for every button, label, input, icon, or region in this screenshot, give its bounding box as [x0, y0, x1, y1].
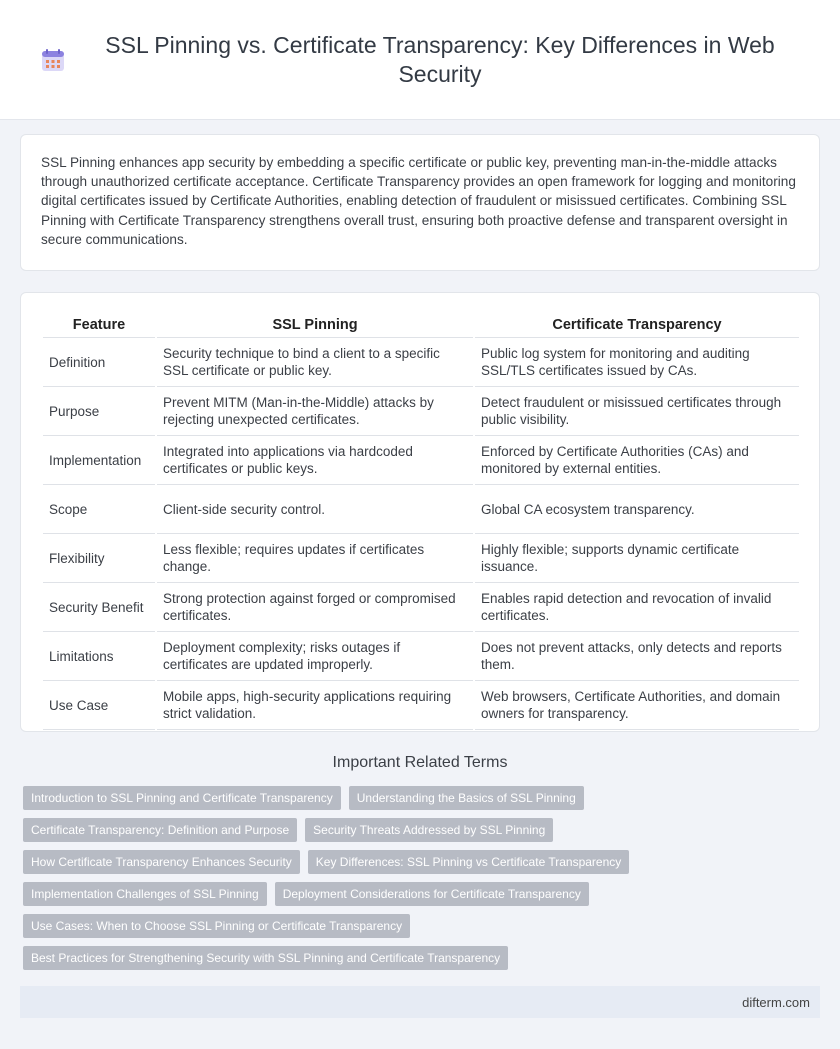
- feature-cell: Use Case: [43, 681, 155, 730]
- related-term-tag[interactable]: Best Practices for Strengthening Security with SSL Pinning and Certificate Transparency: [23, 946, 508, 970]
- related-term-tag[interactable]: Introduction to SSL Pinning and Certificate Transparency: [23, 786, 341, 810]
- related-term-tag[interactable]: Deployment Considerations for Certificate Transparency: [275, 882, 589, 906]
- header-inner: [40, 31, 800, 89]
- feature-cell: Limitations: [43, 632, 155, 681]
- feature-cell: Flexibility: [43, 534, 155, 583]
- page-footer: [20, 986, 820, 1018]
- ssl-cell: Less flexible; requires updates if certificates change.: [157, 534, 473, 583]
- table-row: [43, 338, 799, 387]
- related-term-tag[interactable]: How Certificate Transparency Enhances Security: [23, 850, 300, 874]
- table-row: [43, 485, 799, 534]
- table-row: [43, 534, 799, 583]
- ssl-cell: Mobile apps, high-security applications requiring strict validation.: [157, 681, 473, 730]
- comparison-table: [43, 311, 799, 730]
- feature-cell: Purpose: [43, 387, 155, 436]
- ct-cell: Global CA ecosystem transparency.: [475, 485, 799, 534]
- ssl-cell: Prevent MITM (Man-in-the-Middle) attacks by rejecting unexpected certificates.: [157, 387, 473, 436]
- table-row: [43, 387, 799, 436]
- table-row: [43, 436, 799, 485]
- intro-text: SSL Pinning enhances app security by embedding a specific certificate or public key, preventing man-in-the-middle attacks through unauthorized certificate acceptance. Certificate Transparency provides an open framework for logging and monitoring digital certificates issued by Certificate Authorities, enabling detection of fraudulent or misissued certificates. Combining SSL Pinning with Certificate Transparency strengthens overall trust, ensuring both proactive defense and transparent oversight in secure communications.: [41, 155, 796, 247]
- ssl-cell: Client-side security control.: [157, 485, 473, 534]
- ct-cell: Detect fraudulent or misissued certificates through public visibility.: [475, 387, 799, 436]
- ct-cell: Web browsers, Certificate Authorities, and domain owners for transparency.: [475, 681, 799, 730]
- table-row: [43, 632, 799, 681]
- related-term-tag[interactable]: Understanding the Basics of SSL Pinning: [349, 786, 584, 810]
- page-header: [0, 0, 840, 120]
- ssl-cell: Security technique to bind a client to a specific SSL certificate or public key.: [157, 338, 473, 387]
- ssl-cell: Deployment complexity; risks outages if certificates are updated improperly.: [157, 632, 473, 681]
- table-row: [43, 583, 799, 632]
- table-row: [43, 681, 799, 730]
- header-ssl-pinning: SSL Pinning: [157, 311, 473, 338]
- intro-card: [20, 134, 820, 271]
- comparison-card: [20, 292, 820, 732]
- feature-cell: Implementation: [43, 436, 155, 485]
- related-term-tag[interactable]: Certificate Transparency: Definition and Purpose: [23, 818, 297, 842]
- ssl-cell: Integrated into applications via hardcoded certificates or public keys.: [157, 436, 473, 485]
- ct-cell: Enables rapid detection and revocation of invalid certificates.: [475, 583, 799, 632]
- related-term-tag[interactable]: Key Differences: SSL Pinning vs Certificate Transparency: [308, 850, 629, 874]
- footer-site-link[interactable]: difterm.com: [742, 994, 810, 1010]
- ct-cell: Highly flexible; supports dynamic certificate issuance.: [475, 534, 799, 583]
- page-title: SSL Pinning vs. Certificate Transparency: Key Differences in Web Security: [105, 31, 775, 87]
- related-term-tag[interactable]: Security Threats Addressed by SSL Pinning: [305, 818, 553, 842]
- feature-cell: Definition: [43, 338, 155, 387]
- related-terms-list: [23, 786, 823, 978]
- ct-cell: Public log system for monitoring and auditing SSL/TLS certificates issued by CAs.: [475, 338, 799, 387]
- feature-cell: Scope: [43, 485, 155, 534]
- header-feature: Feature: [43, 311, 155, 338]
- feature-cell: Security Benefit: [43, 583, 155, 632]
- ssl-cell: Strong protection against forged or compromised certificates.: [157, 583, 473, 632]
- header-certificate-transparency: Certificate Transparency: [475, 311, 799, 338]
- related-term-tag[interactable]: Implementation Challenges of SSL Pinning: [23, 882, 267, 906]
- ct-cell: Does not prevent attacks, only detects and reports them.: [475, 632, 799, 681]
- ct-cell: Enforced by Certificate Authorities (CAs) and monitored by external entities.: [475, 436, 799, 485]
- table-header-row: [43, 311, 799, 338]
- related-terms-title: Important Related Terms: [332, 754, 508, 771]
- calendar-icon: [40, 47, 66, 73]
- related-term-tag[interactable]: Use Cases: When to Choose SSL Pinning or Certificate Transparency: [23, 914, 410, 938]
